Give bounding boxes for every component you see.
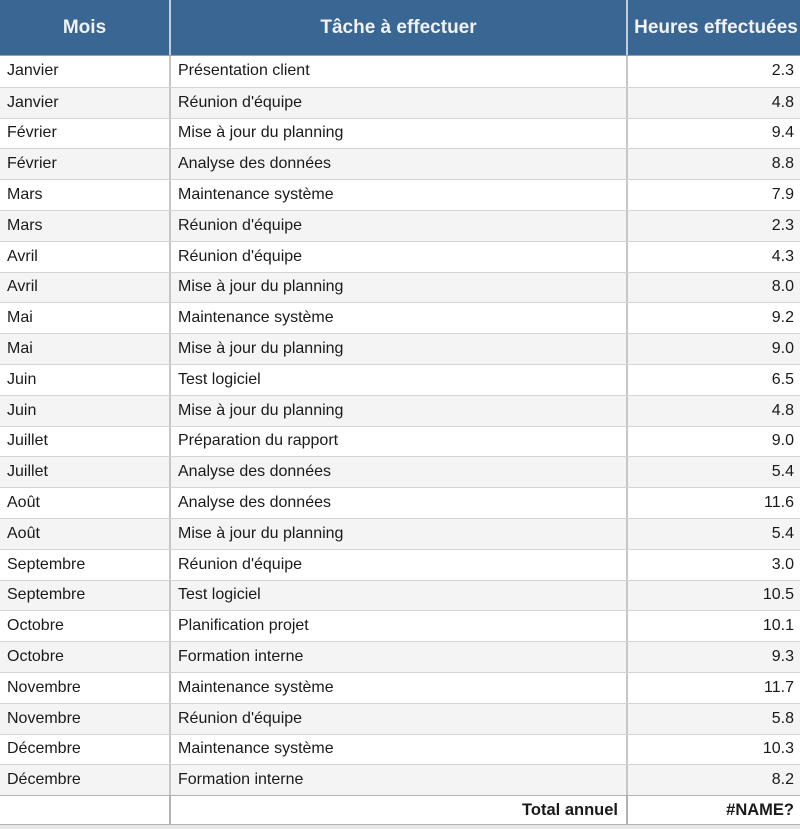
month-cell[interactable] [0, 673, 171, 703]
total-label: Total annuel [522, 800, 618, 819]
hours-text: 9.4 [771, 124, 794, 142]
month-text: Janvier [7, 62, 59, 80]
month-cell[interactable] [0, 211, 171, 241]
column-header-mois[interactable] [0, 0, 171, 55]
task-text: Mise à jour du planning [178, 124, 344, 142]
month-text: Septembre [7, 586, 86, 604]
month-text: Décembre [7, 740, 81, 758]
bottom-strip [0, 825, 800, 829]
hours-text: 2.3 [771, 216, 794, 234]
task-cell[interactable] [171, 149, 628, 179]
task-text: Réunion d'équipe [178, 216, 303, 234]
month-cell[interactable] [0, 119, 171, 149]
task-cell[interactable] [171, 673, 628, 703]
month-text: Juillet [7, 463, 48, 481]
month-cell[interactable] [0, 581, 171, 611]
hours-text: 8.8 [771, 155, 794, 173]
month-text: Mars [7, 186, 43, 204]
table-row [0, 118, 800, 149]
hours-cell[interactable] [628, 211, 800, 241]
table-row [0, 87, 800, 118]
task-cell[interactable] [171, 488, 628, 518]
table-row [0, 364, 800, 395]
hours-cell[interactable] [628, 56, 800, 87]
table-row [0, 302, 800, 333]
table-row [0, 395, 800, 426]
hours-cell[interactable] [628, 550, 800, 580]
month-cell[interactable] [0, 303, 171, 333]
hours-text: 2.3 [771, 62, 794, 80]
table-row [0, 56, 800, 87]
column-header-heures-label: Heures effectuées [634, 16, 798, 38]
hours-text: 9.0 [771, 340, 794, 358]
hours-cell[interactable] [628, 642, 800, 672]
task-text: Mise à jour du planning [178, 524, 344, 542]
task-text: Préparation du rapport [178, 432, 339, 450]
hours-cell[interactable] [628, 180, 800, 210]
month-text: Mai [7, 340, 33, 358]
hours-text: 10.1 [762, 617, 794, 635]
table-row [0, 272, 800, 303]
task-text: Maintenance système [178, 678, 334, 696]
month-text: Février [7, 124, 57, 142]
month-cell[interactable] [0, 642, 171, 672]
hours-text: 3.0 [771, 555, 794, 573]
month-cell[interactable] [0, 765, 171, 795]
month-cell[interactable] [0, 735, 171, 765]
hours-cell[interactable] [628, 242, 800, 272]
month-cell[interactable] [0, 242, 171, 272]
task-cell[interactable] [171, 365, 628, 395]
month-text: Octobre [7, 648, 64, 666]
task-text: Présentation client [178, 62, 310, 80]
task-text: Formation interne [178, 648, 304, 666]
month-cell[interactable] [0, 56, 171, 87]
task-cell[interactable] [171, 211, 628, 241]
hours-cell[interactable] [628, 673, 800, 703]
month-text: Août [7, 524, 40, 542]
month-cell[interactable] [0, 457, 171, 487]
hours-text: 5.4 [771, 524, 794, 542]
task-text: Analyse des données [178, 463, 331, 481]
month-cell[interactable] [0, 550, 171, 580]
hours-cell[interactable] [628, 611, 800, 641]
month-cell[interactable] [0, 273, 171, 303]
hours-text: 7.9 [771, 186, 794, 204]
hours-cell[interactable] [628, 119, 800, 149]
month-text: Novembre [7, 709, 81, 727]
task-cell[interactable] [171, 88, 628, 118]
month-cell[interactable] [0, 396, 171, 426]
table-row [0, 456, 800, 487]
total-row [0, 795, 800, 825]
month-cell[interactable] [0, 149, 171, 179]
hours-cell[interactable] [628, 704, 800, 734]
month-text: Février [7, 155, 57, 173]
month-text: Novembre [7, 678, 81, 696]
hours-text: 11.7 [764, 678, 794, 696]
task-cell[interactable] [171, 704, 628, 734]
table-row [0, 610, 800, 641]
total-value-cell[interactable] [628, 796, 800, 824]
month-cell[interactable] [0, 427, 171, 457]
hours-cell[interactable] [628, 303, 800, 333]
hours-text: 8.0 [771, 278, 794, 296]
hours-text: 10.5 [762, 586, 794, 604]
month-text: Décembre [7, 771, 81, 789]
task-text: Maintenance système [178, 186, 334, 204]
total-value: #NAME? [726, 800, 794, 819]
hours-cell[interactable] [628, 273, 800, 303]
hours-cell[interactable] [628, 427, 800, 457]
task-text: Réunion d'équipe [178, 93, 303, 111]
month-cell[interactable] [0, 180, 171, 210]
hours-text: 9.3 [771, 648, 794, 666]
task-text: Analyse des données [178, 494, 331, 512]
task-cell[interactable] [171, 765, 628, 795]
task-text: Formation interne [178, 771, 304, 789]
month-text: Juillet [7, 432, 48, 450]
hours-text: 9.0 [771, 432, 794, 450]
task-text: Planification projet [178, 617, 309, 635]
task-text: Mise à jour du planning [178, 278, 344, 296]
table-row [0, 703, 800, 734]
table-row [0, 764, 800, 795]
task-text: Maintenance système [178, 740, 334, 758]
month-text: Juin [7, 401, 37, 419]
task-cell[interactable] [171, 581, 628, 611]
table-row [0, 179, 800, 210]
task-cell[interactable] [171, 119, 628, 149]
task-cell[interactable] [171, 180, 628, 210]
task-cell[interactable] [171, 334, 628, 364]
table-row [0, 641, 800, 672]
task-cell[interactable] [171, 427, 628, 457]
hours-cell[interactable] [628, 88, 800, 118]
table-row [0, 241, 800, 272]
table-row [0, 426, 800, 457]
hours-cell[interactable] [628, 149, 800, 179]
task-text: Réunion d'équipe [178, 709, 303, 727]
month-cell[interactable] [0, 334, 171, 364]
month-text: Septembre [7, 555, 86, 573]
hours-text: 4.8 [771, 401, 794, 419]
table-row [0, 210, 800, 241]
month-cell[interactable] [0, 611, 171, 641]
hours-text: 5.8 [771, 709, 794, 727]
hours-text: 5.4 [771, 463, 794, 481]
hours-cell[interactable] [628, 334, 800, 364]
task-text: Réunion d'équipe [178, 555, 303, 573]
month-text: Avril [7, 278, 38, 296]
month-text: Avril [7, 247, 38, 265]
table-row [0, 549, 800, 580]
column-header-tache-label: Tâche à effectuer [320, 16, 477, 38]
task-cell[interactable] [171, 303, 628, 333]
task-text: Test logiciel [178, 370, 261, 388]
month-cell[interactable] [0, 519, 171, 549]
task-cell[interactable] [171, 519, 628, 549]
hours-text: 4.8 [771, 93, 794, 111]
task-text: Mise à jour du planning [178, 401, 344, 419]
month-cell[interactable] [0, 88, 171, 118]
task-text: Analyse des données [178, 155, 331, 173]
task-cell[interactable] [171, 56, 628, 87]
hours-cell[interactable] [628, 735, 800, 765]
hours-cell[interactable] [628, 488, 800, 518]
table-header [0, 0, 800, 56]
table-row [0, 333, 800, 364]
task-cell[interactable] [171, 273, 628, 303]
task-cell[interactable] [171, 642, 628, 672]
hours-text: 9.2 [771, 309, 794, 327]
hours-text: 6.5 [771, 370, 794, 388]
table-row [0, 672, 800, 703]
month-text: Juin [7, 370, 37, 388]
task-cell[interactable] [171, 242, 628, 272]
month-text: Janvier [7, 93, 59, 111]
task-text: Maintenance système [178, 309, 334, 327]
table-row [0, 148, 800, 179]
task-text: Test logiciel [178, 586, 261, 604]
month-text: Octobre [7, 617, 64, 635]
hours-cell[interactable] [628, 457, 800, 487]
month-cell[interactable] [0, 488, 171, 518]
month-cell[interactable] [0, 365, 171, 395]
hours-cell[interactable] [628, 365, 800, 395]
column-header-mois-label: Mois [62, 16, 107, 38]
column-header-heures[interactable] [628, 0, 800, 55]
hours-text: 8.2 [771, 771, 794, 789]
table-body [0, 56, 800, 795]
total-empty-cell[interactable] [0, 796, 171, 824]
column-header-tache[interactable] [171, 0, 628, 55]
month-text: Mars [7, 216, 43, 234]
task-cell[interactable] [171, 396, 628, 426]
task-cell[interactable] [171, 457, 628, 487]
hours-cell[interactable] [628, 396, 800, 426]
task-cell[interactable] [171, 611, 628, 641]
table-row [0, 487, 800, 518]
hours-text: 11.6 [764, 494, 794, 512]
total-label-cell[interactable] [171, 796, 628, 824]
hours-cell[interactable] [628, 765, 800, 795]
table-row [0, 580, 800, 611]
month-text: Mai [7, 309, 33, 327]
task-text: Mise à jour du planning [178, 340, 344, 358]
month-text: Août [7, 494, 40, 512]
table-row [0, 518, 800, 549]
hours-text: 10.3 [762, 740, 794, 758]
month-cell[interactable] [0, 704, 171, 734]
task-cell[interactable] [171, 735, 628, 765]
hours-text: 4.3 [771, 247, 794, 265]
hours-cell[interactable] [628, 519, 800, 549]
hours-cell[interactable] [628, 581, 800, 611]
task-cell[interactable] [171, 550, 628, 580]
task-text: Réunion d'équipe [178, 247, 303, 265]
table-row [0, 734, 800, 765]
